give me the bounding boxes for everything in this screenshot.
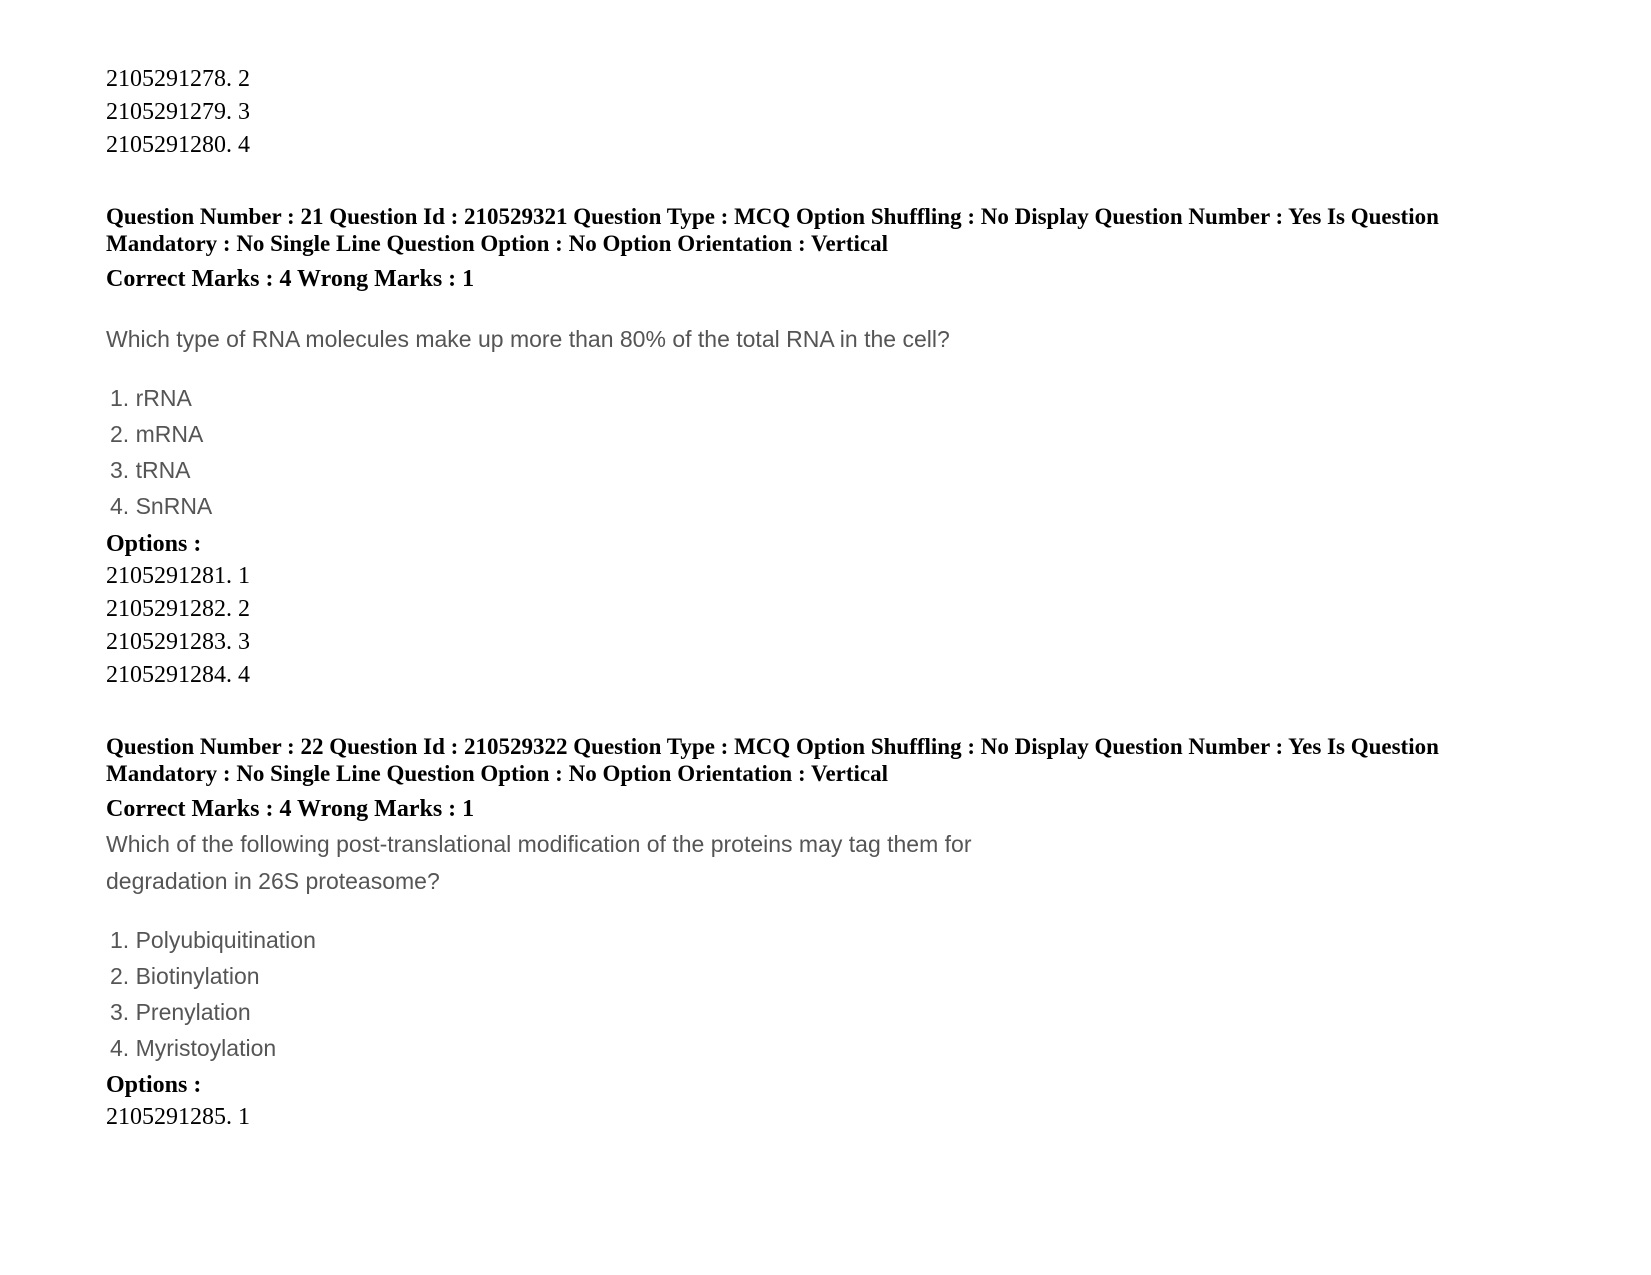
question-text: Which type of RNA molecules make up more than 80% of the total RNA in the cell? [106, 326, 950, 352]
choice-item: 1. rRNA [110, 385, 192, 411]
options-label: Options : [106, 531, 202, 557]
option-id: 2105291284. 4 [106, 662, 250, 688]
option-id: 2105291285. 1 [106, 1104, 250, 1130]
question-meta: Question Number : 22 Question Id : 210529322 Question Type : MCQ Option Shuffling : No Display Question Number : Yes Is Question [106, 734, 1439, 759]
question-text: Which of the following post-translational modification of the proteins may tag them for [106, 831, 972, 857]
choice-item: 1. Polyubiquitination [110, 927, 316, 953]
option-id: 2105291279. 3 [106, 99, 250, 125]
question-meta: Mandatory : No Single Line Question Option : No Option Orientation : Vertical [106, 231, 889, 256]
choice-item: 3. Prenylation [110, 999, 251, 1025]
choice-item: 2. mRNA [110, 421, 204, 447]
choice-item: 3. tRNA [110, 457, 191, 483]
option-id: 2105291282. 2 [106, 596, 250, 622]
question-marks: Correct Marks : 4 Wrong Marks : 1 [106, 796, 475, 822]
question-marks: Correct Marks : 4 Wrong Marks : 1 [106, 266, 475, 292]
choice-item: 4. Myristoylation [110, 1035, 277, 1061]
option-id: 2105291283. 3 [106, 629, 250, 655]
option-id: 2105291280. 4 [106, 132, 250, 158]
question-meta: Mandatory : No Single Line Question Option : No Option Orientation : Vertical [106, 761, 889, 786]
option-id: 2105291281. 1 [106, 563, 250, 589]
choice-item: 2. Biotinylation [110, 963, 260, 989]
option-id: 2105291278. 2 [106, 66, 250, 92]
choice-item: 4. SnRNA [110, 493, 213, 519]
options-label: Options : [106, 1072, 202, 1098]
question-meta: Question Number : 21 Question Id : 210529321 Question Type : MCQ Option Shuffling : No Display Question Number : Yes Is Question [106, 204, 1439, 229]
question-text: degradation in 26S proteasome? [106, 868, 440, 894]
